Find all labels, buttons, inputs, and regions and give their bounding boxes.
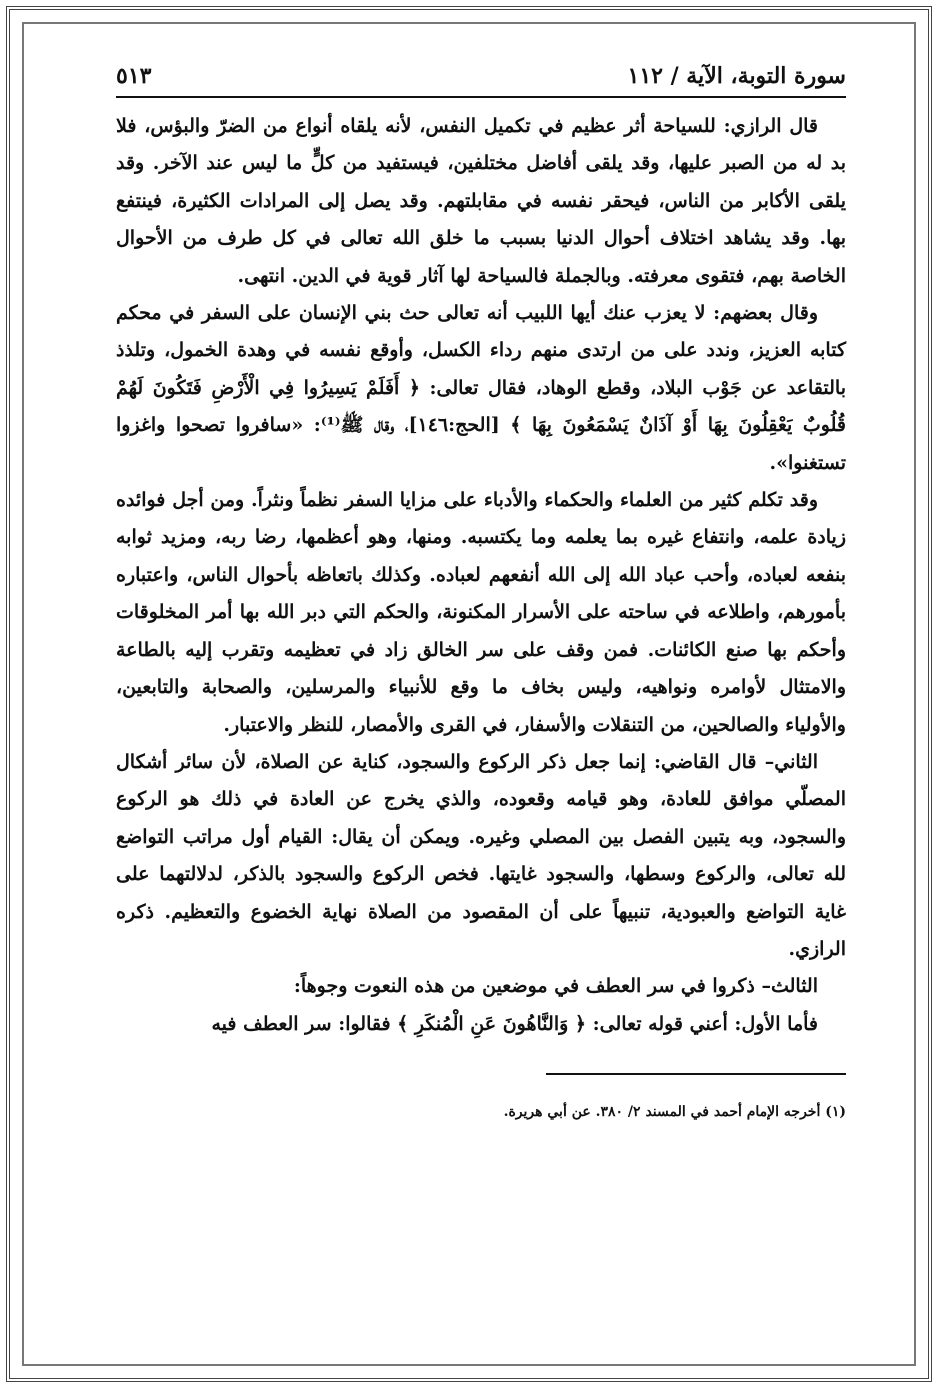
paragraph: الثاني– قال القاضي: إنما جعل ذكر الركوع والسجود، كناية عن الصلاة، لأن سائر أشكال المصلّي موافق للعادة، وهو قيامه وقعوده، والذي يخرج عن العادة في ذلك هو الركوع والسجود، وبه يتبين الفصل بين المصلي وغيره. ويمكن أن يقال: القيام أول مراتب التواضع لله تعالى، والركوع وسطها، والسجود غايتها. فخص الركوع والسجود بالذكر، لدلالتهما على غاية التواضع والعبودية، تنبيهاً على أن المقصود من الصلاة نهاية الخضوع والتعظيم. ذكره الرازي. xyxy=(116,750,846,960)
footnote: (١) أخرجه الإمام أحمد في المسند ٢/ ٣٨٠. عن أبي هريرة. xyxy=(503,1104,846,1121)
book-page xyxy=(116,56,846,1123)
paragraph: وقد تكلم كثير من العلماء والحكماء والأدباء على مزايا السفر نظماً ونثراً. ومن أجل فوائده زيادة علمه، وانتفاع غيره بما يعلمه وما يكتسبه. ومنها، وهو أعظمها، رضا ربه، ومزيد ثوابه بنفعه لعباده، وأحب عباد الله إلى الله أنفعهم لعباده. وكذلك باتعاظه بأحوال الناس، واعتباره بأمورهم، واطلاعه في ساحته على الأسرار المكنونة، والحكم التي دبر الله بها أمر المخلوقات وأحكم بها صنع الكائنات. فمن وقف على سر الخالق زاد في تعظيمه وتقرب إليه بالطاعة والامتثال لأوامره ونواهيه، وليس بخاف ما وقع للأنبياء والمرسلين، والصحابة والتابعين، والأولياء والصالحين، من التنقلات والأسفار، في القرى والأمصار، للنظر والاعتبار. xyxy=(116,489,846,736)
body-text xyxy=(116,108,846,1043)
surah-title: سورة التوبة، الآية / ١١٢ xyxy=(627,63,846,89)
footnote-divider xyxy=(546,1073,846,1075)
page-number: ٥١٣ xyxy=(116,63,152,89)
paragraph: الثالث– ذكروا في سر العطف في موضعين من هذه النعوت وجوهاً: xyxy=(293,975,818,998)
paragraph: فأما الأول: أعني قوله تعالى: ﴿ وَالنَّاهُونَ عَنِ الْمُنكَرِ ﴾ فقالوا: سر العطف فيه xyxy=(211,1012,818,1035)
paragraph: قال الرازي: للسياحة أثر عظيم في تكميل النفس، لأنه يلقاه أنواع من الضرّ والبؤس، فلا بد له من الصبر عليها، وقد يلقى أفاضل مختلفين، فيستفيد من كلٍّ ما ليس عند الآخر. وقد يلقى الأكابر من الناس، فيحقر نفسه في مقابلتهم. وقد يصل إلى المرادات الكثيرة، فينتفع بها. وقد يشاهد اختلاف أحوال الدنيا بسبب ما خلق الله تعالى في كل طرف من الأحوال الخاصة بهم، فتقوى معرفته. وبالجملة فالسياحة لها آثار قوية في الدين. انتهى. xyxy=(116,115,846,287)
paragraph: وقال بعضهم: لا يعزب عنك أيها اللبيب أنه تعالى حث بني الإنسان على السفر في محكم كتابه العزيز، وندد على من ارتدى منهم رداء الكسل، وأوقع نفسه في وهدة الخمول، وتلذذ بالتقاعد عن جَوْب البلاد، وقطع الوهاد، فقال تعالى: ﴿ أَفَلَمْ يَسِيرُوا فِي الْأَرْضِ فَتَكُونَ لَهُمْ قُلُوبٌ يَعْقِلُونَ بِهَا أَوْ آذَانٌ يَسْمَعُونَ بِهَا ﴾ [الحج:١٤٦]، وقال ﷺ⁽¹⁾: «سافروا تصحوا واغزوا تستغنوا». xyxy=(116,302,846,474)
running-head xyxy=(116,56,846,98)
